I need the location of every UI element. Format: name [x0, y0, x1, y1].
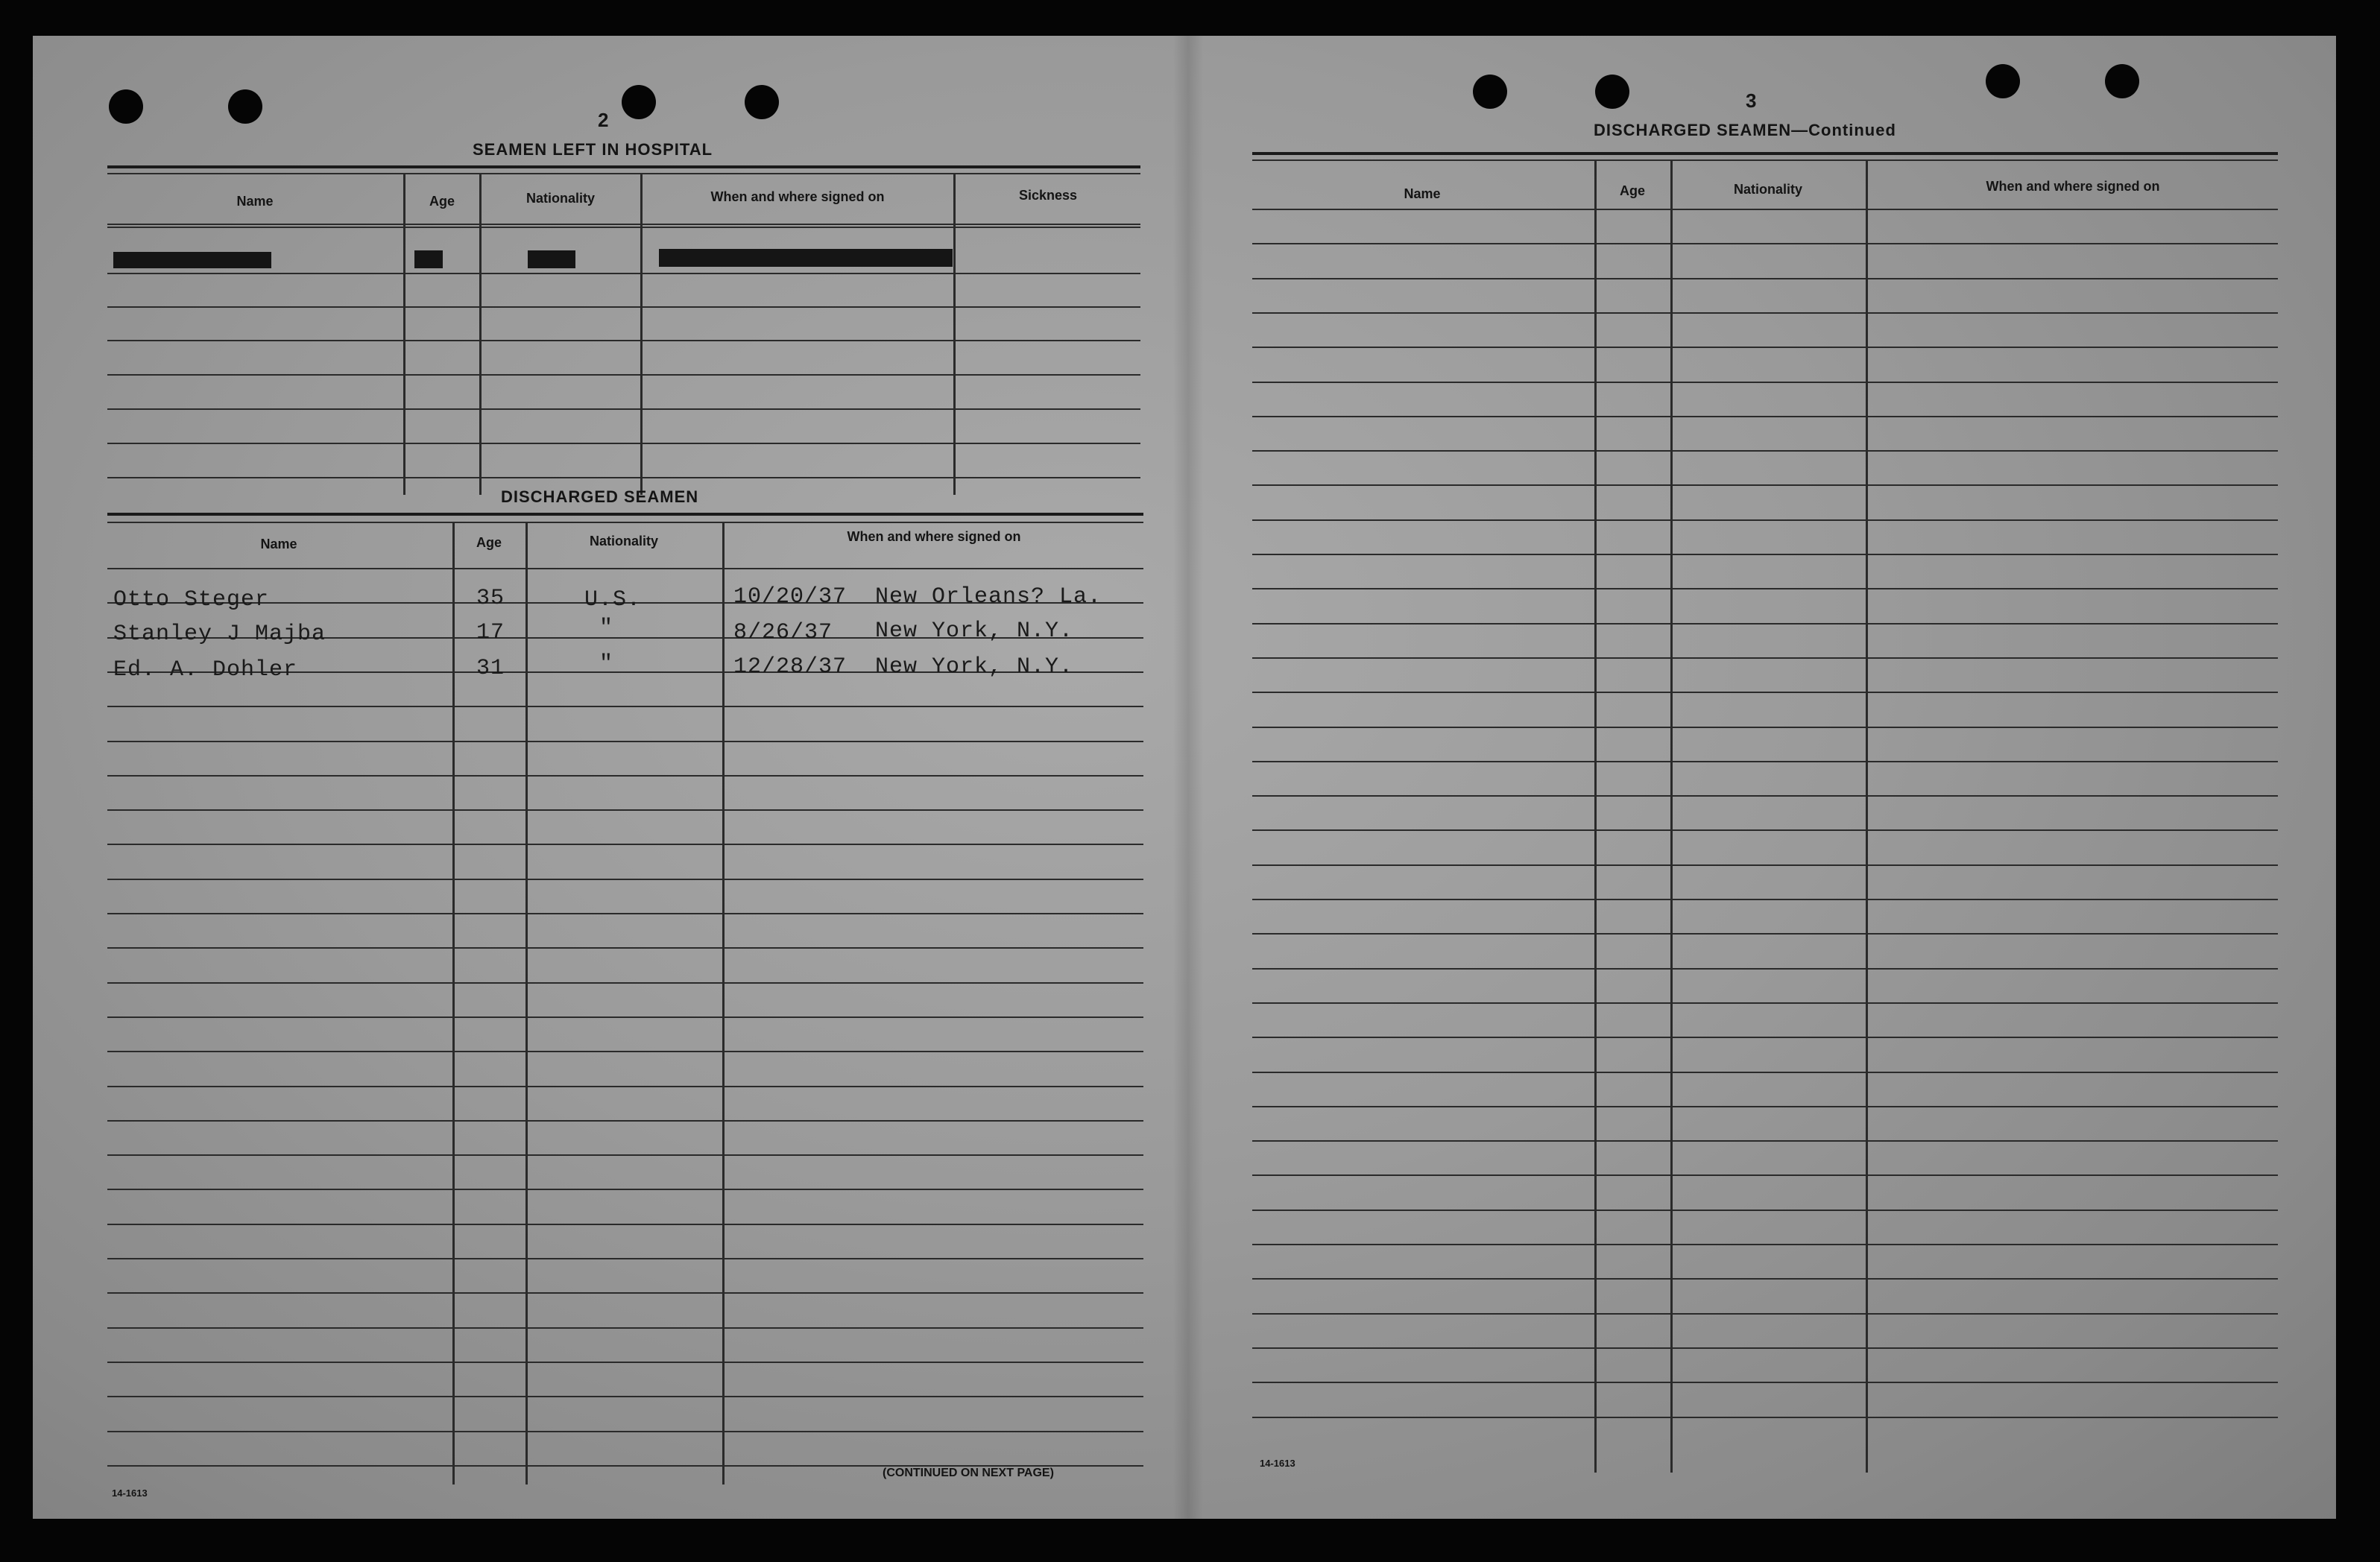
- row-rule: [107, 1292, 1143, 1294]
- row-rule: [107, 568, 1143, 569]
- row-rule: [1252, 1174, 2278, 1176]
- column-header-signed-on: When and where signed on: [710, 189, 885, 204]
- row-rule: [1252, 829, 2278, 831]
- row-rule: [107, 1051, 1143, 1052]
- row-rule: [1252, 933, 2278, 935]
- row-rule: [1252, 1072, 2278, 1073]
- row-rule: [1252, 347, 2278, 348]
- row-rule: [107, 1016, 1143, 1018]
- row-rule: [1252, 1313, 2278, 1315]
- discharged-name: Otto Steger: [113, 587, 270, 613]
- row-rule: [1252, 1278, 2278, 1280]
- row-rule: [107, 706, 1143, 707]
- row-rule: [1252, 1417, 2278, 1418]
- row-rule: [107, 1224, 1143, 1225]
- redacted-age: [414, 250, 443, 268]
- row-rule: [1252, 1210, 2278, 1211]
- row-rule: [1252, 1106, 2278, 1107]
- row-rule: [1252, 1140, 2278, 1142]
- redacted-signed-on: [659, 249, 953, 267]
- row-rule: [1252, 416, 2278, 417]
- row-rule: [1252, 1037, 2278, 1038]
- discharged-nationality: ": [599, 651, 614, 677]
- row-rule: [107, 1086, 1143, 1087]
- row-rule: [1252, 795, 2278, 797]
- page-number: 3: [1746, 89, 1757, 112]
- row-rule: [1252, 588, 2278, 589]
- row-rule: [107, 1431, 1143, 1432]
- right-section-title: DISCHARGED SEAMEN—Continued: [1594, 121, 1896, 139]
- column-header-nationality: Nationality: [1733, 182, 1802, 197]
- row-rule: [1252, 968, 2278, 970]
- column-header-name: Name: [260, 537, 297, 551]
- punch-hole: [2105, 64, 2139, 98]
- row-rule: [107, 1396, 1143, 1397]
- form-code: 14-1613: [1260, 1458, 1295, 1469]
- row-rule: [1252, 243, 2278, 244]
- row-rule: [1252, 864, 2278, 866]
- hospital-section-title: SEAMEN LEFT IN HOSPITAL: [473, 140, 713, 159]
- discharged-name: Ed. A. Dohler: [113, 657, 298, 683]
- discharged-signed-place: New Orleans? La.: [875, 584, 1102, 610]
- row-rule: [1252, 623, 2278, 625]
- row-rule: [1252, 1002, 2278, 1004]
- discharged-age: 35: [476, 586, 505, 611]
- row-rule: [107, 741, 1143, 742]
- row-rule: [107, 1154, 1143, 1156]
- column-header-age: Age: [476, 535, 502, 550]
- form-code: 14-1613: [112, 1487, 148, 1499]
- row-rule: [107, 947, 1143, 949]
- discharged-section-title: DISCHARGED SEAMEN: [501, 487, 699, 506]
- document-sheet: [33, 36, 2336, 1519]
- column-header-nationality: Nationality: [525, 191, 595, 206]
- row-rule: [1252, 899, 2278, 900]
- discharged-signed-place: New York, N.Y.: [875, 654, 1074, 680]
- row-rule: [107, 844, 1143, 845]
- discharged-nationality: ": [599, 616, 614, 641]
- column-header-signed-on: When and where signed on: [1986, 179, 2160, 194]
- redacted-nationality: [528, 250, 575, 268]
- row-rule: [1252, 450, 2278, 452]
- row-rule: [107, 982, 1143, 984]
- row-rule: [1252, 1347, 2278, 1349]
- punch-hole: [1986, 64, 2020, 98]
- column-header-sickness: Sickness: [1018, 188, 1078, 203]
- row-rule: [1252, 657, 2278, 659]
- row-rule: [107, 1120, 1143, 1122]
- row-rule: [107, 775, 1143, 777]
- row-rule: [107, 879, 1143, 880]
- row-rule: [1252, 727, 2278, 728]
- row-rule: [107, 1362, 1143, 1363]
- discharged-signed-date: 8/26/37: [733, 620, 833, 645]
- row-rule: [1252, 1244, 2278, 1245]
- continued-note: (CONTINUED ON NEXT PAGE): [883, 1467, 1054, 1479]
- column-header-name: Name: [1404, 186, 1441, 201]
- column-header-signed-on: When and where signed on: [847, 529, 1021, 544]
- row-rule: [107, 1189, 1143, 1190]
- column-header-age: Age: [1619, 183, 1645, 198]
- row-rule: [107, 1258, 1143, 1259]
- row-rule: [1252, 382, 2278, 383]
- discharged-signed-date: 12/28/37: [733, 654, 847, 680]
- row-rule: [107, 809, 1143, 811]
- redacted-name: [113, 252, 271, 268]
- discharged-age: 31: [476, 656, 505, 681]
- punch-hole: [228, 89, 262, 124]
- page-number: 2: [598, 109, 609, 131]
- row-rule: [1252, 1382, 2278, 1383]
- discharged-nationality: U.S.: [584, 587, 642, 613]
- column-header-name: Name: [236, 194, 274, 209]
- row-rule: [1252, 278, 2278, 279]
- discharged-age: 17: [476, 620, 505, 645]
- punch-hole: [109, 89, 143, 124]
- row-rule: [1252, 519, 2278, 521]
- discharged-signed-place: New York, N.Y.: [875, 619, 1074, 644]
- row-rule: [107, 1327, 1143, 1329]
- row-rule: [1252, 209, 2278, 210]
- discharged-name: Stanley J Majba: [113, 622, 326, 647]
- row-rule: [1252, 692, 2278, 693]
- row-rule: [1252, 312, 2278, 314]
- punch-hole: [622, 85, 656, 119]
- page-fold: [1173, 36, 1203, 1519]
- discharged-signed-date: 10/20/37: [733, 584, 847, 610]
- row-rule: [1252, 554, 2278, 555]
- column-header-nationality: Nationality: [589, 534, 658, 548]
- row-rule: [1252, 484, 2278, 486]
- row-rule: [107, 913, 1143, 914]
- punch-hole: [1595, 75, 1629, 109]
- column-header-age: Age: [429, 194, 455, 209]
- row-rule: [1252, 761, 2278, 762]
- punch-hole: [745, 85, 779, 119]
- punch-hole: [1473, 75, 1507, 109]
